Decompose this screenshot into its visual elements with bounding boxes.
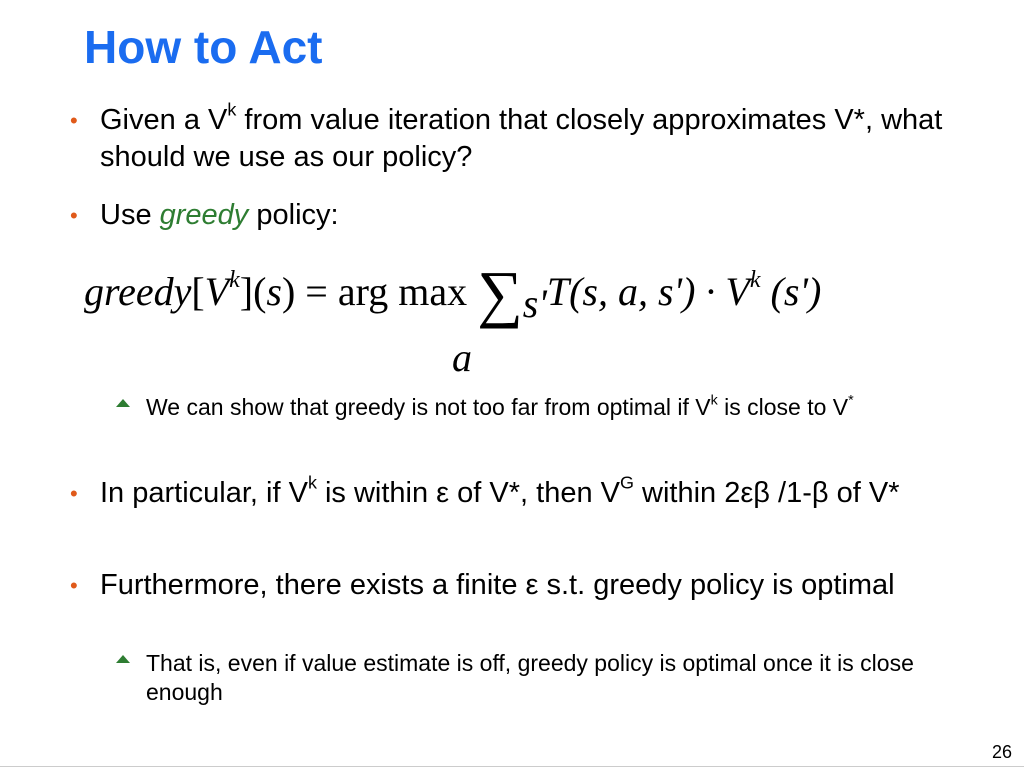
bullet-text: Furthermore, there exists a finite ε s.t. greedy policy is optimal xyxy=(100,569,895,601)
bullet-text: Use greedy policy: xyxy=(100,199,339,231)
formula-argmax-variable: a xyxy=(452,335,472,380)
slide-title: How to Act xyxy=(84,21,323,73)
bullet-approximate-value xyxy=(70,99,970,182)
sub-bullet-close-enough xyxy=(116,649,966,709)
triangle-bullet-icon xyxy=(116,399,130,407)
bullet-finite-epsilon xyxy=(70,567,970,647)
footer-divider xyxy=(0,766,1024,767)
bullet-text: In particular, if $V^k$ is within ε of V*, then $V^G$ within 2εβ /1-β of V* xyxy=(100,472,900,509)
sub-bullet-text: We can show that greedy is not too far from optimal if $V^k$ is close to V* xyxy=(146,392,854,420)
bullet-text: Given a $V^k$ from value iteration that closely approximates V*, what should we use as our policy? xyxy=(100,99,943,173)
bullet-use-greedy xyxy=(70,197,970,237)
triangle-bullet-icon xyxy=(116,655,130,663)
greedy-policy-formula: $greedy[V^k](s)$ = arg max ∑s'T(s, a, $s') \cdot V^k$ (s') xyxy=(84,258,822,329)
bullet-marker: • xyxy=(70,481,78,506)
bullet-marker: • xyxy=(70,203,78,228)
sub-bullet-text: That is, even if value estimate is off, greedy policy is optimal once it is close enough xyxy=(146,650,914,705)
page-number: 26 xyxy=(991,742,1012,762)
bullet-marker: • xyxy=(70,573,78,598)
sub-bullet-not-far-from-optimal xyxy=(116,393,966,453)
bullet-marker: • xyxy=(70,108,78,133)
bullet-epsilon-bound xyxy=(70,472,970,555)
